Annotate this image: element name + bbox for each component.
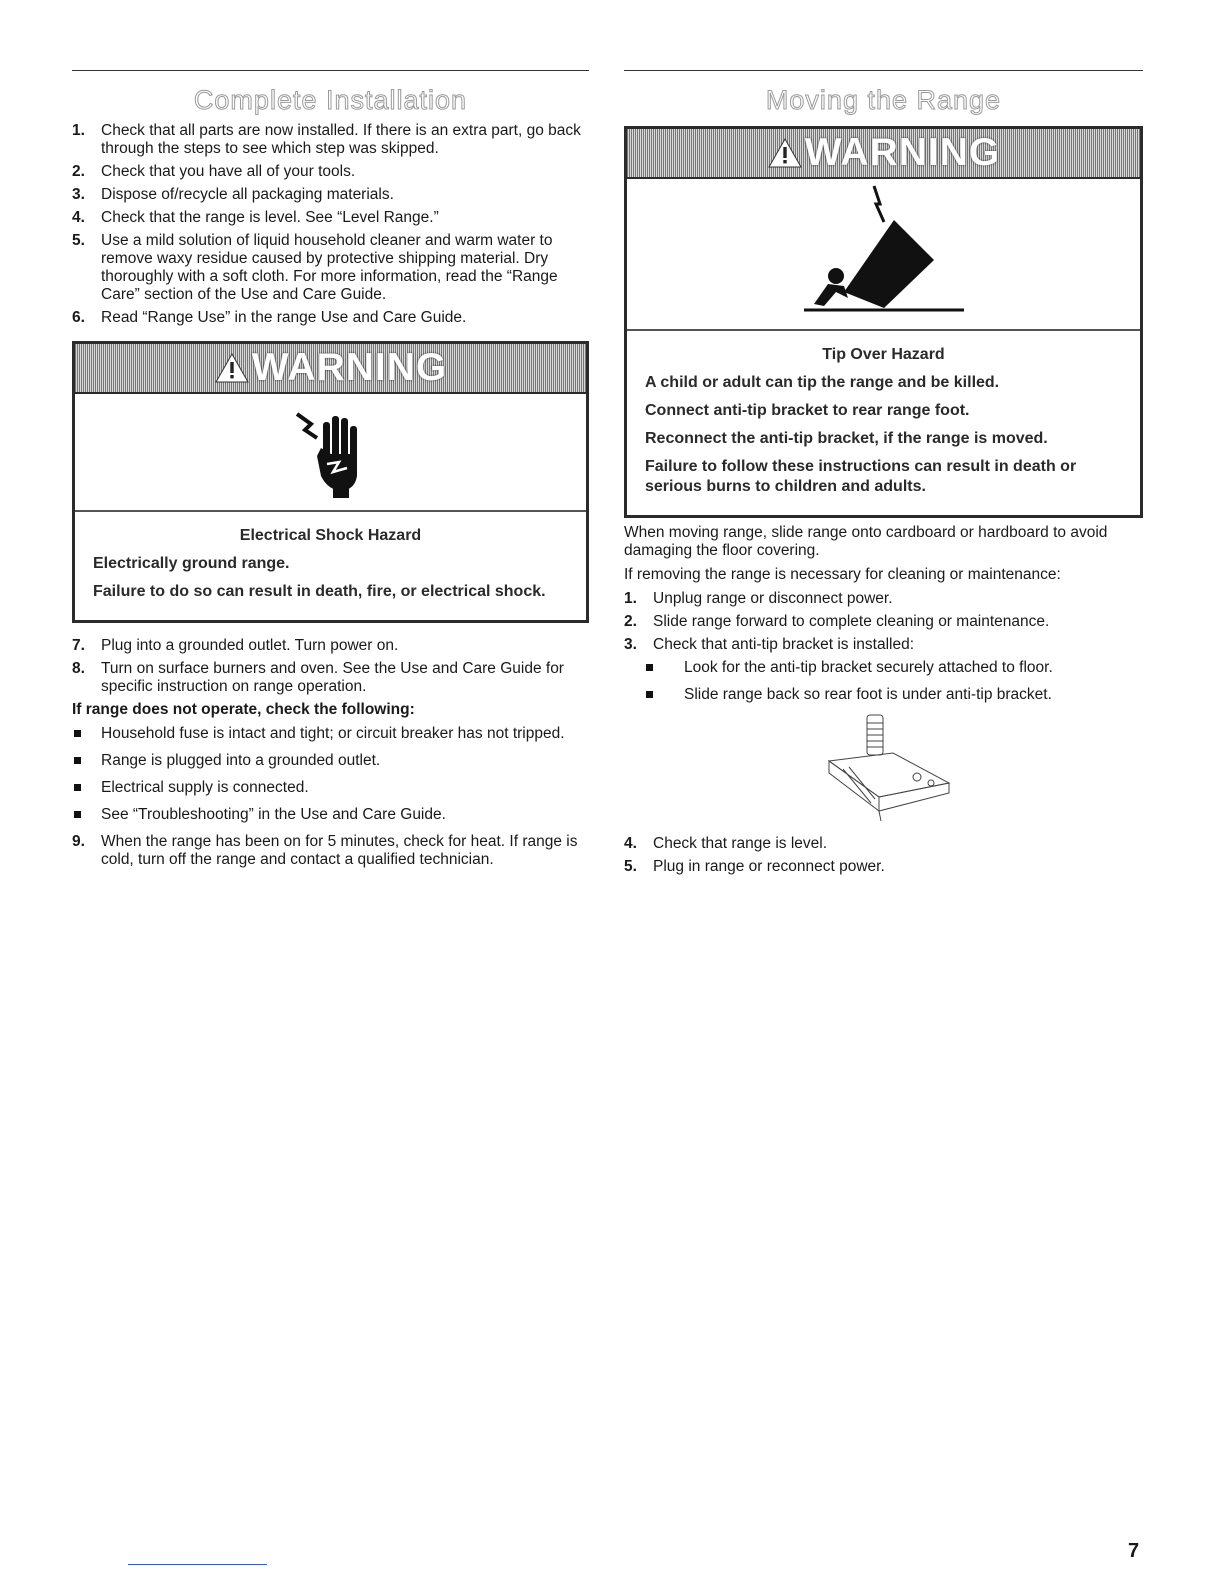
warning-line: Failure to follow these instructions can result in death or serious burns to children and adults.: [645, 458, 1077, 495]
list-item: See “Troubleshooting” in the Use and Care Guide.: [72, 806, 589, 824]
warning-line: Connect anti-tip bracket to rear range foot.: [645, 402, 970, 419]
tip-over-warning-box: [624, 126, 1143, 518]
hazard-title: Tip Over Hazard: [822, 346, 945, 363]
anti-tip-checklist: [624, 659, 1143, 704]
warning-triangle-icon: [767, 137, 803, 169]
warning-label: WARNING: [251, 346, 448, 389]
page-number: 7: [1128, 1540, 1140, 1562]
footer-rule: [128, 1564, 267, 1565]
list-item: 5. Use a mild solution of liquid household cleaner and warm water to remove waxy residue caused by protective shipping material. Dry thoroughly with a soft cloth. For more information, read the “Range Care” section of the Use and Care Guide.: [72, 232, 558, 303]
list-item: 4. Check that the range is level. See “Level Range.”: [72, 209, 439, 226]
list-item: 9. When the range has been on for 5 minutes, check for heat. If range is cold, turn off the range and contact a qualified technician.: [72, 833, 578, 868]
list-item: 2. Check that you have all of your tools.: [72, 163, 356, 180]
list-item: 2. Slide range forward to complete cleaning or maintenance.: [624, 613, 1050, 630]
warning-pictogram: [75, 394, 586, 512]
troubleshoot-checklist: [72, 725, 589, 824]
list-item: 1. Check that all parts are now installed. If there is an extra part, go back through the steps to see which step was skipped.: [72, 122, 581, 157]
paragraph: When moving range, slide range onto cardboard or hardboard to avoid damaging the floor covering.: [624, 524, 1108, 559]
warning-header: [75, 344, 586, 394]
hazard-title: Electrical Shock Hazard: [239, 527, 422, 544]
install-steps-list: [72, 122, 589, 327]
list-item: 3. Check that anti-tip bracket is installed:: [624, 636, 915, 653]
figure-container: [624, 713, 1143, 823]
list-item: Household fuse is intact and tight; or circuit breaker has not tripped.: [72, 725, 589, 743]
top-rule: [72, 70, 589, 71]
moving-steps-list: [624, 590, 1143, 654]
right-column: [624, 70, 1143, 881]
list-item: 8. Turn on surface burners and oven. See the Use and Care Guide for specific instruction on range operation.: [72, 660, 564, 695]
list-item: Electrical supply is connected.: [72, 779, 589, 797]
left-column: [72, 70, 589, 874]
bullet-square-icon: [74, 757, 81, 764]
warning-line: Electrically ground range.: [93, 555, 290, 572]
warning-line: A child or adult can tip the range and be killed.: [645, 374, 1000, 391]
warning-triangle-icon: [214, 352, 250, 384]
install-steps-list-final: [72, 833, 589, 869]
list-item: 6. Read “Range Use” in the range Use and Care Guide.: [72, 309, 467, 326]
list-item: 4. Check that range is level.: [624, 835, 828, 852]
bullet-square-icon: [74, 784, 81, 791]
section-title-moving-the-range: Moving the Range: [765, 85, 1002, 115]
list-item: Look for the anti-tip bracket securely attached to floor.: [624, 659, 1143, 677]
list-item: Range is plugged into a grounded outlet.: [72, 752, 589, 770]
bullet-square-icon: [646, 664, 653, 671]
electrical-shock-warning-box: [72, 341, 589, 623]
bullet-square-icon: [646, 691, 653, 698]
warning-label: WARNING: [804, 131, 1001, 174]
warning-header: [627, 129, 1140, 179]
moving-steps-list-continued: [624, 835, 1143, 876]
list-item: 5. Plug in range or reconnect power.: [624, 858, 885, 875]
bullet-square-icon: [74, 811, 81, 818]
warning-pictogram: [627, 179, 1140, 331]
troubleshoot-heading: If range does not operate, check the following:: [72, 701, 415, 718]
bullet-square-icon: [74, 730, 81, 737]
top-rule: [624, 70, 1143, 71]
paragraph: If removing the range is necessary for cleaning or maintenance:: [624, 566, 1061, 583]
warning-text: [627, 331, 1140, 515]
list-item: 7. Plug into a grounded outlet. Turn power on.: [72, 637, 399, 654]
install-steps-list-continued: [72, 637, 589, 696]
warning-line: Failure to do so can result in death, fire, or electrical shock.: [93, 583, 546, 600]
anti-tip-bracket-illustration: [809, 713, 959, 823]
tip-over-hazard-icon: [784, 180, 984, 328]
list-item: 1. Unplug range or disconnect power.: [624, 590, 893, 607]
list-item: Slide range back so rear foot is under anti-tip bracket.: [624, 686, 1143, 704]
list-item: 3. Dispose of/recycle all packaging materials.: [72, 186, 394, 203]
electric-shock-hand-icon: [291, 404, 371, 500]
warning-text: [75, 512, 586, 620]
warning-line: Reconnect the anti-tip bracket, if the range is moved.: [645, 430, 1048, 447]
section-title-complete-installation: Complete Installation: [193, 85, 468, 115]
